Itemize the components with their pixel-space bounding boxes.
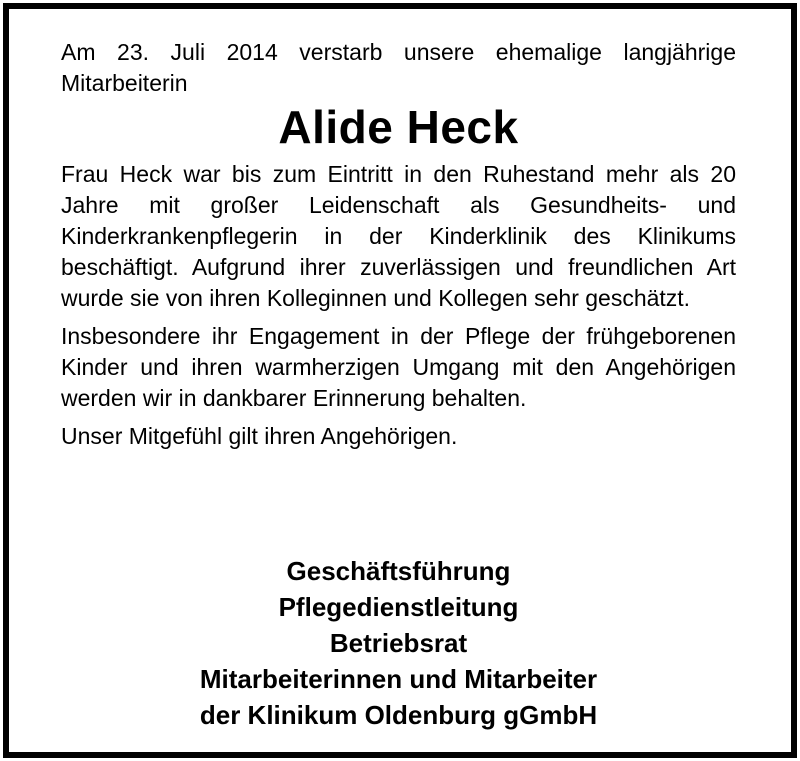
signature-nursing-management: Pflegedienstleitung bbox=[278, 592, 519, 622]
paragraph-career: Frau Heck war bis zum Eintritt in den Ruhestand mehr als 20 Jahre mit großer Leidenschaft als Gesundheits- und Kinderkrankenpflegerin in der Kinderklinik des Klinikums beschäftigt. Aufgrund ihrer zuverlässigen und freundlichen Art wurde sie von ihren Kolleginnen und Kollegen sehr geschätzt. bbox=[61, 161, 736, 311]
signature-staff: Mitarbeiterinnen und Mitarbeiter bbox=[199, 664, 598, 694]
deceased-name: Alide Heck bbox=[278, 101, 519, 153]
intro-text: Am 23. Juli 2014 verstarb unsere ehemalige langjährige Mitarbeiterin bbox=[61, 39, 736, 96]
signature-management: Geschäftsführung bbox=[286, 556, 511, 586]
notice-body bbox=[61, 37, 736, 459]
paragraph-engagement: Insbesondere ihr Engagement in der Pflege der frühgeborenen Kinder und ihren warmherzigen Umgang mit den Angehörigen werden wir in dankbarer Erinnerung behalten. bbox=[61, 323, 736, 411]
paragraph-condolence: Unser Mitgefühl gilt ihren Angehörigen. bbox=[61, 423, 458, 449]
signature-works-council: Betriebsrat bbox=[329, 628, 468, 658]
signature-organization: der Klinikum Oldenburg gGmbH bbox=[199, 700, 598, 730]
signature-block bbox=[61, 553, 736, 733]
